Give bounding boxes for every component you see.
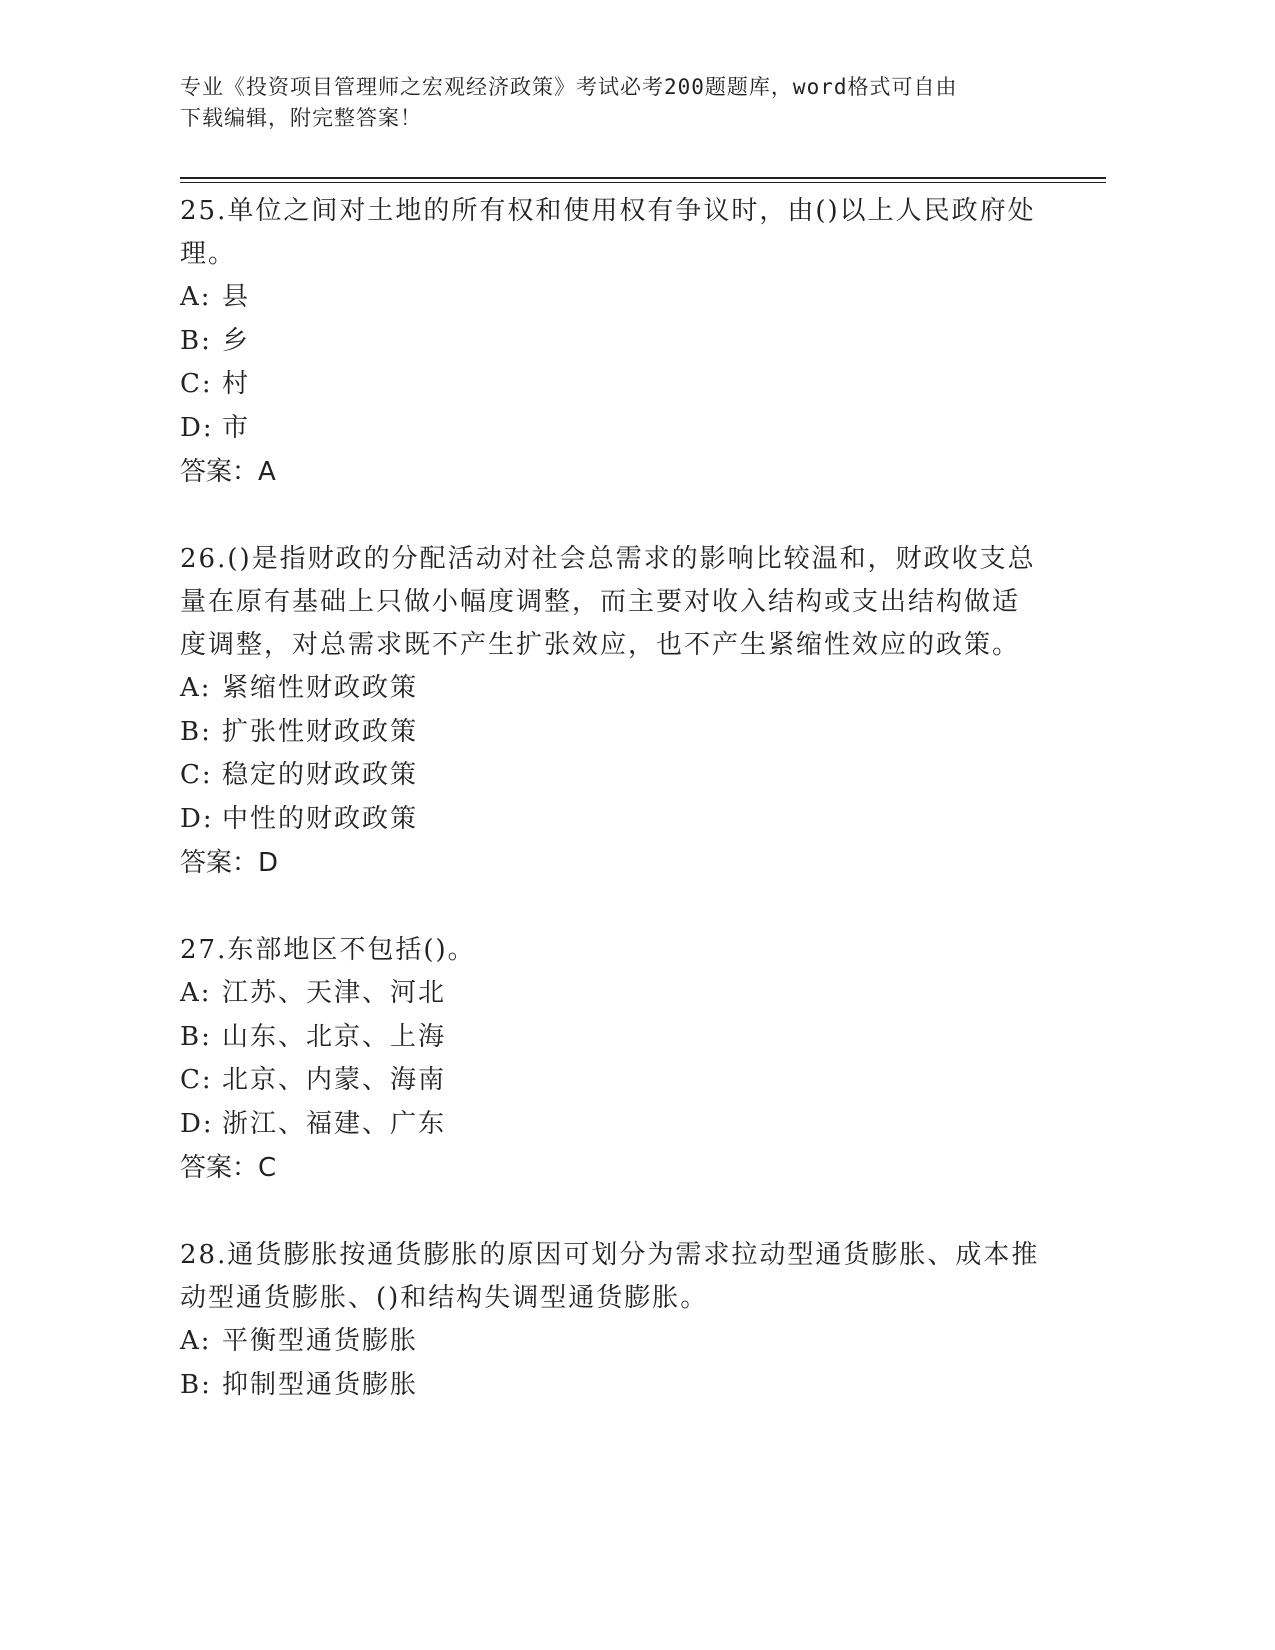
option-b (180, 1364, 1110, 1408)
option-key: A: (180, 978, 212, 1008)
option-c (180, 363, 1110, 407)
option-d (180, 1103, 1110, 1147)
answer-line: 答案：A (180, 457, 276, 487)
stem-line: 25.单位之间对土地的所有权和使用权有争议时，由()以上人民政府处 (180, 196, 1036, 226)
option-text: 扩张性财政政策 (222, 716, 419, 747)
option-text: 紧缩性财政政策 (222, 673, 419, 703)
option-key: A: (180, 282, 212, 312)
option-text: 稳定的财政政策 (222, 760, 419, 790)
stem-line: 动型通货膨胀、()和结构失调型通货膨胀。 (180, 1283, 709, 1313)
option-d (180, 798, 1110, 842)
option-text: 浙江、福建、广东 (222, 1108, 447, 1139)
option-text: 抑制型通货膨胀 (222, 1369, 419, 1400)
option-b (180, 1016, 1110, 1060)
stem-line: 27.东部地区不包括()。 (180, 935, 476, 965)
option-c (180, 754, 1110, 798)
option-key: A: (180, 1326, 212, 1356)
option-key: B: (180, 1021, 212, 1052)
option-a (180, 667, 1110, 711)
option-text: 江苏、天津、河北 (222, 978, 447, 1008)
option-text: 北京、内蒙、海南 (222, 1065, 447, 1095)
option-key: B: (180, 1369, 212, 1400)
option-text: 市 (222, 412, 251, 443)
option-key: D: (180, 1108, 214, 1139)
header-line-1: 专业《投资项目管理师之宏观经济政策》考试必考200题题库，word格式可自由 (180, 75, 958, 99)
question-26 (180, 538, 1110, 885)
option-text: 村 (222, 369, 251, 399)
option-text: 县 (222, 282, 251, 312)
option-b (180, 711, 1110, 755)
option-key: D: (180, 412, 214, 443)
question-stem (180, 1234, 1110, 1320)
option-text: 乡 (222, 325, 251, 356)
header-divider-thin (180, 182, 1106, 183)
option-key: C: (180, 1065, 213, 1095)
option-text: 平衡型通货膨胀 (222, 1326, 419, 1356)
option-text: 山东、北京、上海 (222, 1021, 447, 1052)
header-line-2: 下载编辑，附完整答案！ (180, 106, 422, 130)
question-25 (180, 190, 1110, 494)
option-key: D: (180, 803, 214, 834)
option-c (180, 1059, 1110, 1103)
question-stem (180, 929, 1110, 972)
question-27 (180, 929, 1110, 1190)
stem-line: 28.通货膨胀按通货膨胀的原因可划分为需求拉动型通货膨胀、成本推 (180, 1240, 1040, 1270)
option-key: B: (180, 716, 212, 747)
header-divider (180, 177, 1106, 179)
option-b (180, 320, 1110, 364)
option-a (180, 276, 1110, 320)
document-header (180, 72, 1040, 134)
option-key: C: (180, 760, 213, 790)
answer-line: 答案：D (180, 848, 279, 878)
stem-line: 量在原有基础上只做小幅度调整，而主要对收入结构或支出结构做适 (180, 587, 1021, 617)
stem-line: 度调整，对总需求既不产生扩张效应，也不产生紧缩性效应的政策。 (180, 630, 1021, 660)
option-key: B: (180, 325, 212, 356)
option-key: A: (180, 673, 212, 703)
question-stem (180, 190, 1110, 276)
question-28 (180, 1234, 1110, 1407)
question-list (180, 190, 1110, 1407)
answer-line: 答案：C (180, 1153, 277, 1183)
stem-line: 理。 (180, 239, 237, 269)
stem-line: 26.()是指财政的分配活动对社会总需求的影响比较温和，财政收支总 (180, 544, 1036, 574)
option-a (180, 972, 1110, 1016)
option-d (180, 407, 1110, 451)
question-stem (180, 538, 1110, 667)
option-text: 中性的财政政策 (222, 803, 419, 834)
option-a (180, 1320, 1110, 1364)
option-key: C: (180, 369, 213, 399)
